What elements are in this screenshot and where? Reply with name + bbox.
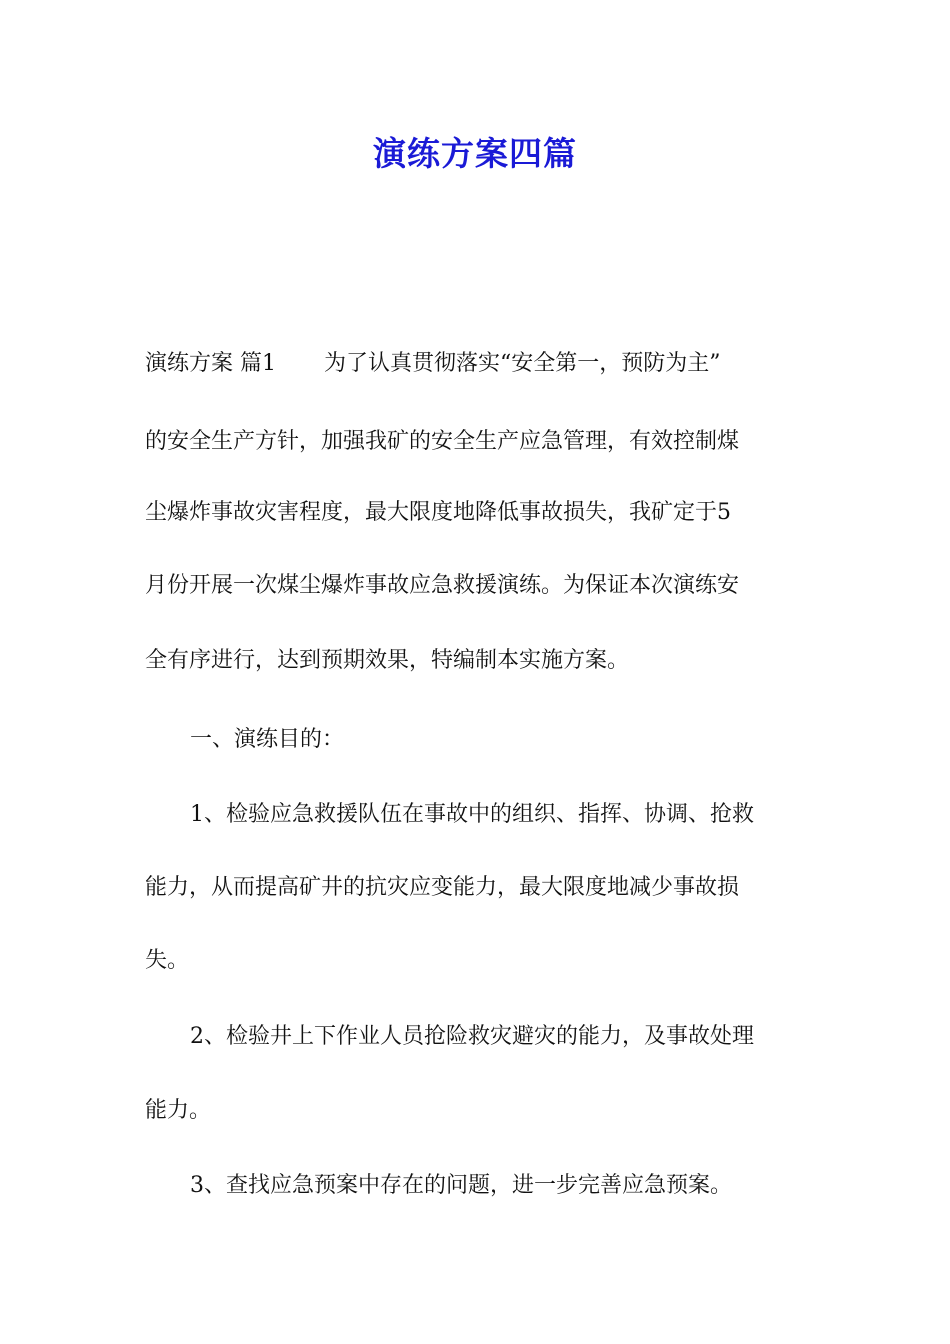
paragraph-line-2: 的安全生产方针，加强我矿的安全生产应急管理，有效控制煤 <box>145 429 740 454</box>
intro-text: 为了认真贯彻落实“安全第一，预防为主” <box>324 351 721 376</box>
item-1-line-2: 能力，从而提高矿井的抗灾应变能力，最大限度地减少事故损 <box>145 875 740 900</box>
section-heading: 演练方案 篇1 <box>145 351 276 376</box>
paragraph-line-1 <box>145 346 825 377</box>
paragraph-line-3: 尘爆炸事故灾害程度，最大限度地降低事故损失，我矿定于5 <box>145 500 731 525</box>
document-title: 演练方案四篇 <box>373 134 577 173</box>
item-3-line-1: 3、查找应急预案中存在的问题，进一步完善应急预案。 <box>190 1173 732 1198</box>
paragraph-line-4: 月份开展一次煤尘爆炸事故应急救援演练。为保证本次演练安 <box>145 573 740 598</box>
item-2-line-2: 能力。 <box>145 1098 212 1123</box>
section-heading-purpose: 一、演练目的： <box>190 727 345 752</box>
item-2-line-1: 2、检验井上下作业人员抢险救灾避灾的能力，及事故处理 <box>190 1024 754 1049</box>
paragraph-line-5: 全有序进行，达到预期效果，特编制本实施方案。 <box>145 648 630 673</box>
item-1-line-1: 1、检验应急救援队伍在事故中的组织、指挥、协调、抢救 <box>190 802 754 827</box>
item-1-line-3: 失。 <box>145 948 190 973</box>
